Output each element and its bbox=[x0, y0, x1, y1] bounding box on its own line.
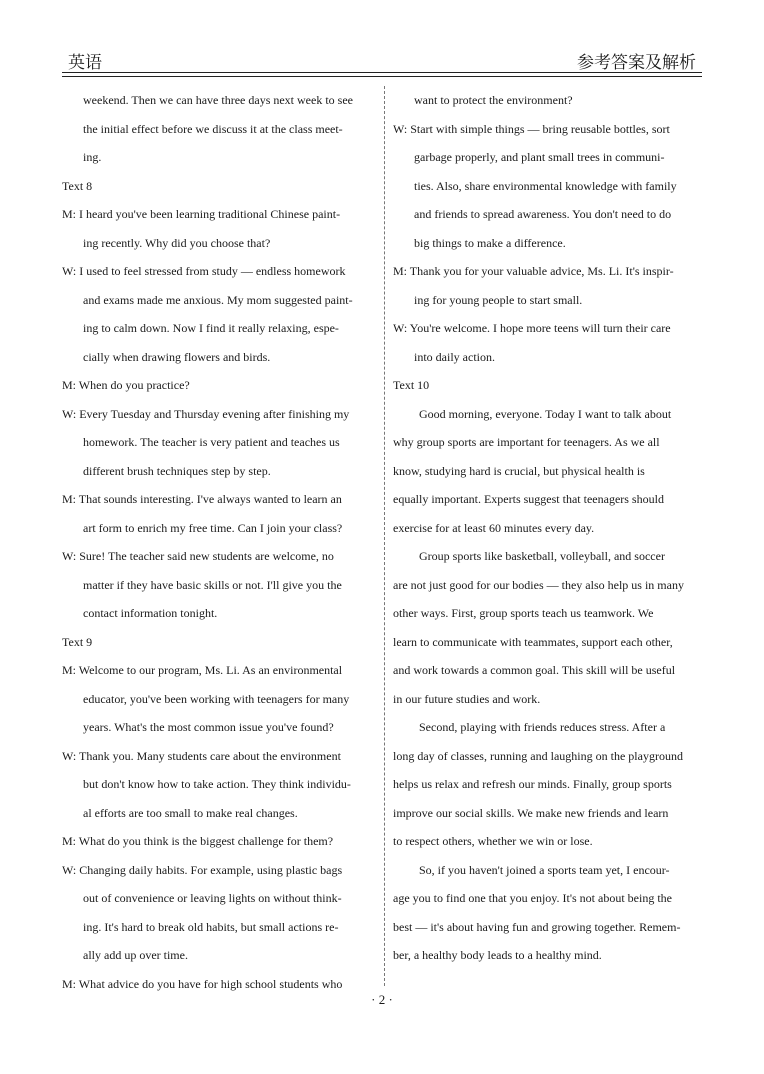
text-line: M: When do you practice? bbox=[62, 378, 190, 392]
column-divider bbox=[384, 86, 385, 986]
text-line: know, studying hard is crucial, but physical health is bbox=[393, 463, 645, 478]
text-line: but don't know how to take action. They think individu- bbox=[83, 777, 351, 791]
text-line: learn to communicate with teammates, support each other, bbox=[393, 634, 673, 649]
text-line: are not just good for our bodies — they also help us in many bbox=[393, 577, 684, 592]
subject-title: 英语 bbox=[68, 53, 102, 73]
text-line: art form to enrich my free time. Can I join your class? bbox=[83, 520, 343, 535]
text-line: W: Every Tuesday and Thursday evening after finishing my bbox=[62, 406, 350, 421]
text-line: ing to calm down. Now I find it really relaxing, espe- bbox=[83, 321, 339, 335]
text-line: matter if they have basic skills or not. I'll give you the bbox=[83, 577, 342, 592]
text-line: ing. bbox=[83, 150, 102, 164]
right-column bbox=[393, 86, 703, 970]
text-line: contact information tonight. bbox=[83, 606, 218, 620]
text-line: M: Welcome to our program, Ms. Li. As an environmental bbox=[62, 663, 343, 677]
text-line: W: You're welcome. I hope more teens will turn their care bbox=[393, 321, 671, 335]
text-line: ing. It's hard to break old habits, but small actions re- bbox=[83, 919, 339, 934]
text-line: W: Changing daily habits. For example, using plastic bags bbox=[62, 862, 343, 877]
text-line: al efforts are too small to make real changes. bbox=[83, 805, 298, 820]
text-line: ing for young people to start small. bbox=[414, 292, 583, 307]
text-line: and work towards a common goal. This skill will be useful bbox=[393, 663, 676, 677]
text-line: want to protect the environment? bbox=[414, 93, 573, 107]
header-rule-thick bbox=[62, 72, 702, 73]
page-number: · 2 · bbox=[371, 992, 393, 1007]
section-title: 参考答案及解析 bbox=[577, 53, 696, 73]
text-line: to respect others, whether we win or lose. bbox=[393, 834, 593, 848]
text-line: ties. Also, share environmental knowledge with family bbox=[414, 178, 677, 193]
text-line: M: I heard you've been learning traditional Chinese paint- bbox=[62, 207, 341, 221]
text-line: years. What's the most common issue you've found? bbox=[83, 720, 334, 734]
text-line: homework. The teacher is very patient and teaches us bbox=[83, 435, 340, 449]
text-line: improve our social skills. We make new friends and learn bbox=[393, 805, 669, 820]
text-line: helps us relax and refresh our minds. Finally, group sports bbox=[393, 777, 672, 791]
page-header bbox=[62, 42, 702, 74]
left-column bbox=[62, 86, 374, 998]
text-line: age you to find one that you enjoy. It's not about being the bbox=[393, 891, 672, 905]
text-line: and friends to spread awareness. You don't need to do bbox=[414, 207, 672, 221]
text-line: big things to make a difference. bbox=[414, 235, 566, 250]
text-line: ally add up over time. bbox=[83, 948, 188, 962]
text-line: ber, a healthy body leads to a healthy mind. bbox=[393, 948, 602, 962]
text-line: W: Sure! The teacher said new students are welcome, no bbox=[62, 549, 334, 563]
text-line: W: Start with simple things — bring reusable bottles, sort bbox=[393, 121, 670, 136]
text-line: best — it's about having fun and growing together. Remem- bbox=[393, 919, 681, 934]
text-line: Group sports like basketball, volleyball, and soccer bbox=[419, 549, 665, 563]
text-line: ing recently. Why did you choose that? bbox=[83, 235, 271, 250]
text-line: other ways. First, group sports teach us teamwork. We bbox=[393, 606, 654, 620]
text-line: M: What advice do you have for high school students who bbox=[62, 976, 343, 991]
text-line: cially when drawing flowers and birds. bbox=[83, 349, 271, 364]
text-line: and exams made me anxious. My mom suggested paint- bbox=[83, 292, 353, 307]
text-line: in our future studies and work. bbox=[393, 691, 541, 706]
text-line: exercise for at least 60 minutes every day. bbox=[393, 520, 595, 535]
text-line: the initial effect before we discuss it at the class meet- bbox=[83, 121, 343, 136]
text-line: M: What do you think is the biggest challenge for them? bbox=[62, 834, 334, 848]
header-rule-thin bbox=[62, 76, 702, 77]
text-line: equally important. Experts suggest that teenagers should bbox=[393, 492, 664, 506]
text-line: Text 10 bbox=[393, 378, 430, 392]
text-line: educator, you've been working with teenagers for many bbox=[83, 691, 350, 706]
text-line: Good morning, everyone. Today I want to talk about bbox=[419, 406, 672, 421]
text-line: why group sports are important for teenagers. As we all bbox=[393, 435, 660, 449]
text-line: out of convenience or leaving lights on without think- bbox=[83, 891, 342, 905]
text-line: garbage properly, and plant small trees in communi- bbox=[414, 150, 665, 164]
text-line: different brush techniques step by step. bbox=[83, 463, 271, 478]
text-line: M: That sounds interesting. I've always wanted to learn an bbox=[62, 492, 342, 506]
text-line: long day of classes, running and laughing on the playground bbox=[393, 748, 683, 763]
text-line: Second, playing with friends reduces stress. After a bbox=[419, 720, 666, 734]
text-line: Text 8 bbox=[62, 178, 93, 193]
text-line: into daily action. bbox=[414, 349, 495, 364]
text-line: weekend. Then we can have three days next week to see bbox=[83, 93, 353, 107]
text-line: So, if you haven't joined a sports team yet, I encour- bbox=[419, 862, 670, 877]
text-line: Text 9 bbox=[62, 634, 93, 649]
text-line: W: I used to feel stressed from study — endless homework bbox=[62, 264, 346, 278]
text-line: W: Thank you. Many students care about the environment bbox=[62, 748, 341, 763]
text-line: M: Thank you for your valuable advice, Ms. Li. It's inspir- bbox=[393, 264, 674, 278]
